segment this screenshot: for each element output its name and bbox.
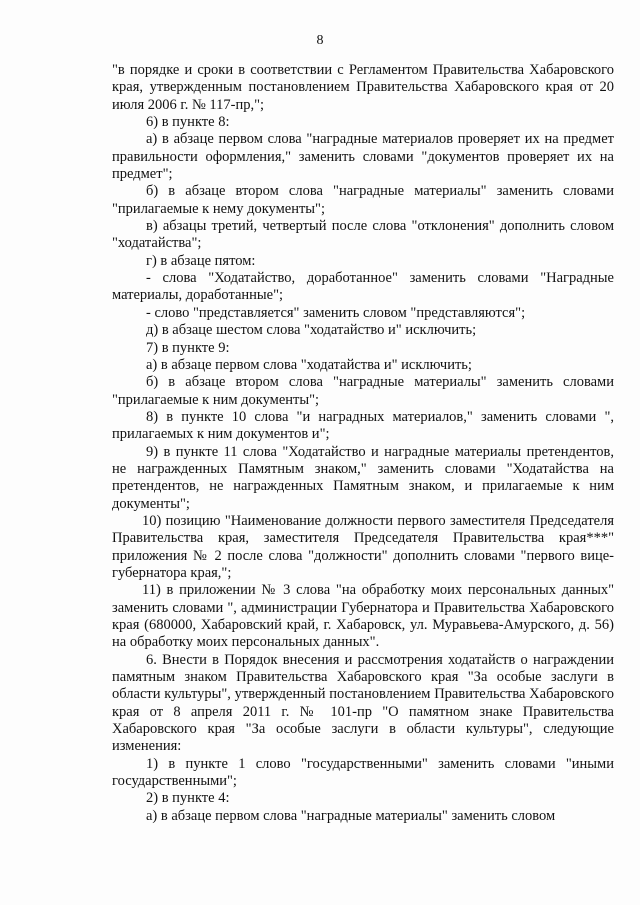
paragraph: 11) в приложении № 3 слова "на обработку моих персональных данных" заменить словами ", администрации Губернатора и Правительства Хабаровского края (680000, Хабаровский край, г. Хабаровск, ул. Муравьева-Амурского, д. 56) на обработку моих персональных данных". bbox=[112, 582, 614, 651]
document-body bbox=[112, 62, 614, 825]
paragraph: б) в абзаце втором слова "наградные материалы" заменить словами "прилагаемые к ним документы"; bbox=[112, 374, 614, 408]
paragraph: 9) в пункте 11 слова "Ходатайство и наградные материалы претендентов, не награжденных Памятным знаком," заменить словами "Ходатайства на претендентов, не награжденных Памятным знаком, и прилагаемые к ним документы"; bbox=[112, 443, 614, 512]
paragraph: б) в абзаце втором слова "наградные материалы" заменить словами "прилагаемые к нему документы"; bbox=[112, 183, 614, 217]
page-number: 8 bbox=[316, 33, 324, 48]
paragraph: 6) в пункте 8: bbox=[146, 114, 230, 131]
paragraph: а) в абзаце первом слова "наградные материалов проверяет их на предмет правильности оформления," заменить словами "документов проверяет их на предмет"; bbox=[112, 131, 614, 183]
paragraph: г) в абзаце пятом: bbox=[146, 252, 256, 269]
paragraph: 6. Внести в Порядок внесения и рассмотрения ходатайств о награждении памятным знаком Правительства Хабаровского края "За особые заслуги в области культуры", утвержденный постановлением Правительства Хабаровского края от 8 апреля 2011 г. № 101-пр "О памятном знаке Правительства Хабаровского края "За особые заслуги в области культуры", следующие изменения: bbox=[112, 651, 614, 755]
paragraph: а) в абзаце первом слова "наградные материалы" заменить словом bbox=[146, 807, 556, 824]
paragraph: 10) позицию "Наименование должности первого заместителя Председателя Правительства края, заместителя Председателя Правительства края***" приложения № 2 после слова "должности" дополнить словами "первого вице-губернатора края,"; bbox=[112, 512, 614, 581]
paragraph: 8) в пункте 10 слова "и наградных материалов," заменить словами ", прилагаемых к ним документов и"; bbox=[112, 408, 614, 443]
paragraph: - слово "представляется" заменить словом "представляются"; bbox=[146, 304, 526, 321]
paragraph: а) в абзаце первом слова "ходатайства и" исключить; bbox=[146, 356, 472, 373]
paragraph: 2) в пункте 4: bbox=[146, 790, 230, 807]
paragraph: - слова "Ходатайство, доработанное" заменить словами "Наградные материалы, доработанные"; bbox=[112, 270, 614, 304]
paragraph: "в порядке и сроки в соответствии с Регламентом Правительства Хабаровского края, утвержденным постановлением Правительства Хабаровского края от 20 июля 2006 г. № 117-пр,"; bbox=[112, 62, 614, 113]
paragraph: 7) в пункте 9: bbox=[146, 339, 230, 356]
paragraph: в) абзацы третий, четвертый после слова "отклонения" дополнить словом "ходатайства"; bbox=[112, 218, 614, 252]
paragraph: 1) в пункте 1 слово "государственными" заменить словами "иными государственными"; bbox=[112, 755, 614, 790]
paragraph: д) в абзаце шестом слова "ходатайство и" исключить; bbox=[146, 322, 477, 339]
